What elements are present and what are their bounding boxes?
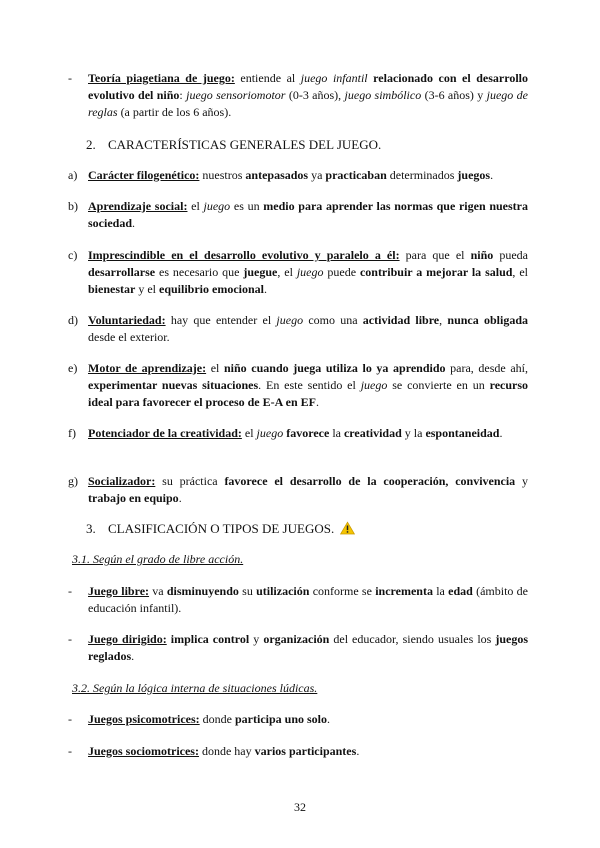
bold-run: equilibrio emocional (159, 282, 264, 296)
italic-run: juego simbólico (344, 88, 422, 102)
text-run: : (179, 88, 187, 102)
text-run: la (432, 584, 449, 598)
italic-run: juego (296, 265, 324, 279)
bold-run: experimentar nuevas situaciones (88, 378, 259, 392)
text-run: (3-6 años) y (421, 88, 487, 102)
bold-run: juegue (243, 265, 278, 279)
term-label: Carácter filogenético: (88, 168, 200, 182)
text-run: el (187, 199, 204, 213)
list-marker: b) (68, 199, 78, 213)
text-run: donde (199, 712, 235, 726)
text-run: y (515, 474, 529, 488)
subsection-title: 3.1. Según el grado de libre acción. (72, 552, 244, 566)
text-run: , el (277, 265, 297, 279)
bold-run: favorece el desarrollo de la cooperación, convivencia (224, 474, 516, 488)
bullet-marker: - (68, 632, 72, 646)
text-run: . (132, 216, 136, 230)
list-item-juego-dirigido (68, 631, 529, 665)
bold-run: nunca obligada (447, 313, 528, 327)
list-item-e (68, 360, 529, 411)
term-label: Juego libre: (88, 584, 150, 598)
section-heading (86, 136, 381, 153)
bold-run: favorece (286, 426, 330, 440)
text-run: . (327, 712, 330, 726)
text-run: se convierte en un (387, 378, 490, 392)
list-item-g (68, 473, 529, 507)
text-run: es necesario que (155, 265, 244, 279)
section-title: CLASIFICACIÓN O TIPOS DE JUEGOS. (108, 521, 335, 536)
intro-paragraph (68, 70, 528, 121)
term-label: Voluntariedad: (88, 313, 166, 327)
term-label: Juego dirigido: (88, 632, 167, 646)
text-run: su (238, 584, 257, 598)
text-run: para que el (399, 248, 471, 262)
text-run: (ámbito de educación infantil). (88, 584, 528, 615)
text-run: . (131, 649, 135, 663)
bold-run: niño (470, 248, 494, 262)
text-run: hay que entender el (165, 313, 277, 327)
list-marker: c) (68, 248, 78, 262)
bold-run: participa uno solo (234, 712, 327, 726)
list-marker: g) (68, 474, 78, 488)
text-run: donde hay (198, 744, 255, 758)
bold-run: antepasados (245, 168, 309, 182)
warning-icon (340, 521, 355, 539)
text-run: entiende al (234, 71, 301, 85)
bold-run: espontaneidad (425, 426, 500, 440)
bold-run: relacionado con el desarrollo evolutivo del niño (88, 71, 528, 102)
bold-run: implica control (170, 632, 250, 646)
text-run: el (206, 361, 224, 375)
bullet-marker: - (68, 712, 72, 726)
text-run: ya (308, 168, 326, 182)
term-label: Teoría piagetiana de juego: (88, 71, 235, 85)
list-item-juegos-psicomotrices (68, 711, 528, 728)
italic-run: juego infantil (300, 71, 368, 85)
list-item-d (68, 312, 528, 346)
text-run: (a partir de los 6 años). (117, 105, 232, 119)
italic-run: juego (276, 313, 304, 327)
text-run: y (249, 632, 264, 646)
text-run: la (329, 426, 344, 440)
list-marker: d) (68, 313, 78, 327)
term-label: Potenciador de la creatividad: (88, 426, 242, 440)
list-marker: a) (68, 168, 78, 182)
bullet-marker: - (68, 584, 72, 598)
text-run: . (499, 426, 503, 440)
bold-run: bienestar (88, 282, 136, 296)
bold-run: juegos reglados (88, 632, 529, 663)
text-run: . (315, 395, 319, 409)
text-run: , el (512, 265, 528, 279)
italic-run: juego sensoriomotor (186, 88, 286, 102)
term-label: Motor de aprendizaje: (88, 361, 207, 375)
bold-run: recurso ideal para favorecer el proceso de E-A en EF (88, 378, 529, 409)
text-run: conforme se (309, 584, 376, 598)
page-number: 32 (294, 800, 306, 814)
bold-run: desarrollarse (88, 265, 156, 279)
italic-run: juego (360, 378, 388, 392)
bold-run: creatividad (343, 426, 402, 440)
section-title: CARACTERÍSTICAS GENERALES DEL JUEGO. (108, 137, 382, 152)
text-run: del educador, siendo usuales los (329, 632, 496, 646)
list-marker: f) (68, 426, 76, 440)
text-run: , (439, 313, 448, 327)
bold-run: organización (263, 632, 330, 646)
list-marker: e) (68, 361, 78, 375)
bold-run: disminuyendo (166, 584, 239, 598)
italic-run: juego de reglas (88, 88, 528, 119)
bullet-marker: - (68, 744, 72, 758)
bold-run: contribuir a mejorar la salud (359, 265, 513, 279)
italic-run: juego (256, 426, 284, 440)
term-label: Socializador: (88, 474, 156, 488)
text-run: . (264, 282, 267, 296)
term-label: Juegos sociomotrices: (88, 744, 199, 758)
bullet-marker: - (68, 71, 72, 85)
bold-run: varios participantes (254, 744, 357, 758)
section-number: 3. (86, 521, 96, 536)
list-item-juegos-sociomotrices (68, 743, 528, 760)
text-run: . (178, 491, 182, 505)
bold-run: actividad libre (362, 313, 440, 327)
bold-run: practicaban (325, 168, 387, 182)
text-run: y la (401, 426, 426, 440)
text-run: determinados (386, 168, 458, 182)
italic-run: juego (203, 199, 231, 213)
section-heading (86, 520, 355, 539)
list-item-c (68, 247, 529, 298)
text-run: y el (135, 282, 159, 296)
bold-run: trabajo en equipo (88, 491, 179, 505)
term-label: Imprescindible en el desarrollo evolutivo y paralelo a él: (88, 248, 400, 262)
text-run: . (356, 744, 360, 758)
text-run: puede (323, 265, 360, 279)
list-item-b (68, 198, 528, 232)
text-run: . (490, 168, 494, 182)
text-run: para, desde ahí, (445, 361, 528, 375)
list-item-a (68, 167, 528, 184)
list-item-f (68, 425, 528, 442)
list-item-juego-libre (68, 583, 528, 617)
text-run: pueda (493, 248, 529, 262)
bold-run: incrementa (375, 584, 433, 598)
bold-run: edad (448, 584, 473, 598)
text-run: va (149, 584, 167, 598)
text-run: . En este sentido el (258, 378, 361, 392)
text-run: desde el exterior. (88, 330, 170, 344)
text-run: nuestros (199, 168, 246, 182)
bold-run: utilización (256, 584, 310, 598)
text-run: su práctica (155, 474, 225, 488)
text-run: como una (303, 313, 363, 327)
section-number: 2. (86, 137, 96, 152)
term-label: Juegos psicomotrices: (88, 712, 200, 726)
bold-run: juegos (457, 168, 491, 182)
bold-run: medio para aprender las normas que rigen nuestra sociedad (88, 199, 528, 230)
text-run: (0-3 años), (285, 88, 345, 102)
text-run: es un (230, 199, 264, 213)
bold-run: niño cuando juega utiliza lo ya aprendido (224, 361, 446, 375)
term-label: Aprendizaje social: (88, 199, 188, 213)
subsection-title: 3.2. Según la lógica interna de situaciones lúdicas. (72, 681, 318, 695)
text-run: el (241, 426, 257, 440)
